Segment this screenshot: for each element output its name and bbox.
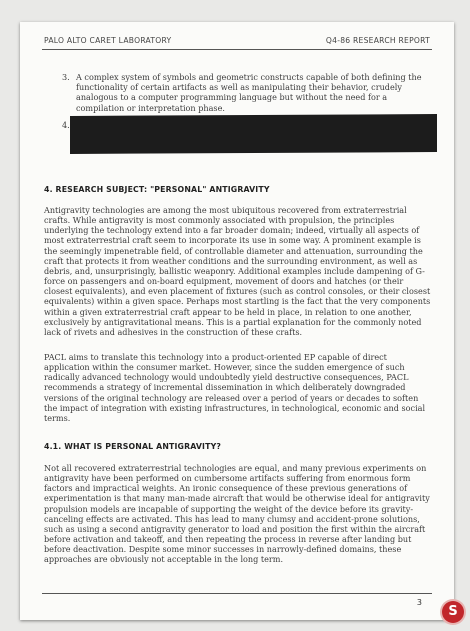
header-lab-name: PALO ALTO CARET LABORATORY (44, 36, 172, 45)
header-rule (42, 49, 432, 50)
list-item-3 (62, 72, 432, 113)
running-header (44, 36, 430, 45)
badge-letter: S (448, 604, 458, 619)
header-report-id: Q4-86 RESEARCH REPORT (325, 36, 430, 45)
list-item-text: A complex system of symbols and geometric constructs capable of both defining the functionality of certain artifacts as well as manipulating their behavior, crudely analogous to a computer programming language but without the need for a compilation or interpretation phase. (76, 72, 422, 113)
redaction-bar (70, 114, 437, 154)
footer-rule (42, 593, 432, 594)
section-4-paragraph-1: Antigravity technologies are among the most ubiquitous recovered from extraterrestrial crafts. While antigravity is most commonly associated with propulsion, the principles underlying the technology extend into a far broader domain; indeed, virtually all aspects of most extraterrestrial craft seem to incorporate its use in some way. A prominent example is the seemingly impenetrable field, of controllable diameter and attenuation, surrounding the craft that protects it from weather conditions and the surrounding environment, as well as debris, and, unsurprisingly, ballistic weaponry. Additional examples include dampening of G-force on passengers and on-board equipment, movement of doors and hatches (or their closest equivalents), and even placement of fixtures (such as control consoles, or their closest equivalents) within a given space. Perhaps most startling is the fact that the very components within a given extraterrestrial craft appear to be held in place, in relation to one another, exclusively by antigravitational means. This is a partial explanation for the commonly noted lack of rivets and adhesives in the construction of these crafts. (44, 205, 431, 337)
list-item-number: 4. (62, 120, 70, 130)
document-page (20, 22, 454, 620)
list-item-number: 3. (62, 72, 70, 82)
corner-badge-icon (442, 601, 464, 623)
section-4-1-heading: 4.1. WHAT IS PERSONAL ANTIGRAVITY? (44, 442, 222, 451)
section-4-paragraph-2: PACL aims to translate this technology into a product-oriented EP capable of direct application within the consumer market. However, since the sudden emergence of such radically advanced technology would undoubtedly yield destructive consequences, PACL recommends a strategy of incremental dissemination in which deliberately downgraded versions of the original technology are released over a period of years or decades to soften the impact of integration with existing infrastructures, in technological, economic and social terms. (44, 352, 426, 423)
section-4-1-paragraph-1: Not all recovered extraterrestrial technologies are equal, and many previous experiments on antigravity have been performed on cumbersome artifacts suffering from enormous form factors and impractical weights. An ironic consequence of these previous generations of experimentation is that many man-made aircraft that would be otherwise ideal for antigravity propulsion models are incapable of supporting the weight of the device before its gravity-canceling effects are activated. This has lead to many clumsy and accident-prone solutions, such as using a second antigravity generator to load and position the first within the aircraft before activation and takeoff, and then repeating the process in reverse after landing but before deactivation. Despite some minor successes in narrowly-defined domains, these approaches are obviously not acceptable in the long term. (44, 463, 430, 565)
page-number: 3 (416, 598, 422, 607)
section-4-heading: 4. RESEARCH SUBJECT: "PERSONAL" ANTIGRAVITY (44, 185, 270, 194)
